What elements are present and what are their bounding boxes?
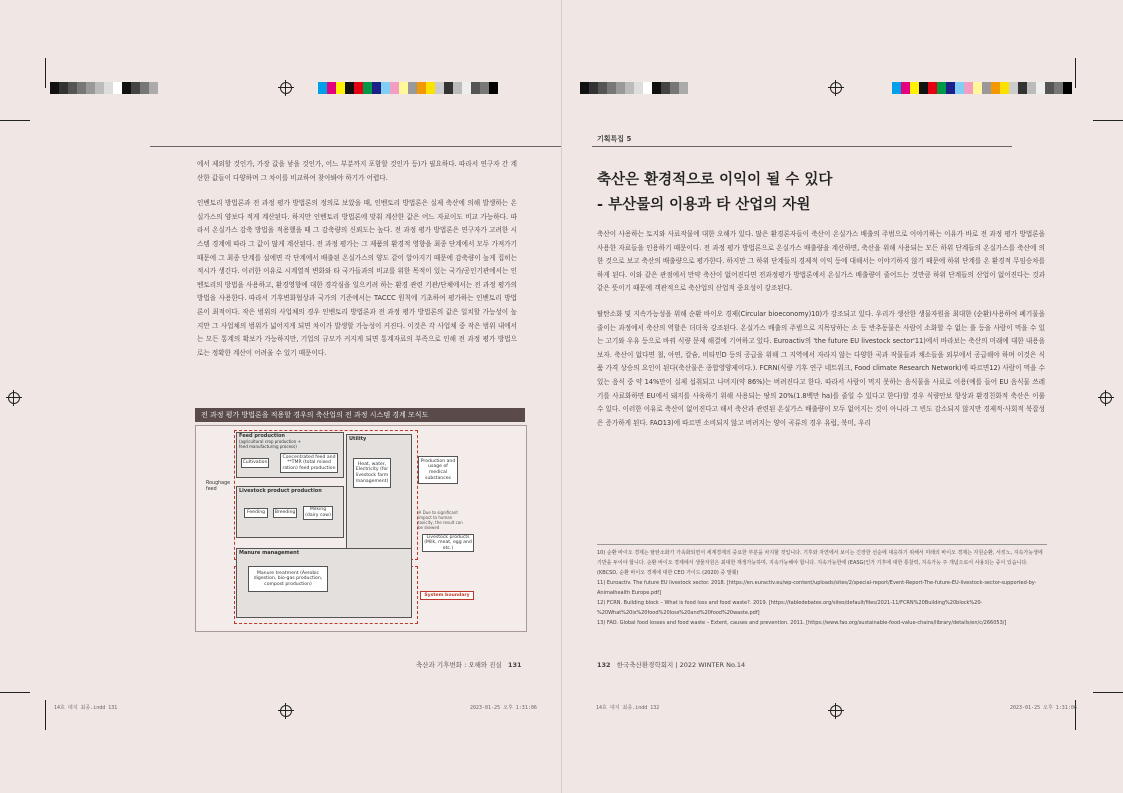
slug-file: 14호 대지 최종.indd 131 — [54, 705, 118, 711]
footnotes — [597, 548, 1047, 628]
section-label: 기획특집 5 — [597, 135, 632, 143]
footnote: 11) Euroactiv. The future EU livestock sector. 2018. [https://en.euractiv.eu/wp-content/uploads/sites/2/special-report/Event-Report-The-future-EU-livestock-sector-supported-by-Animalhealth Europe.pdf] — [597, 580, 1037, 596]
utility-label: Utility — [349, 436, 367, 442]
footnote: 10) 순환 바이오 경제는 탈탄소화가 가속화되면서 세계경제의 중요한 부분을 차지할 것입니다. 기후와 자연에서 보이는 긴장한 선순에 대응하기 위해서 미래의 바이오 경제는 자원순환, 서킷노, 지속가능생에 기반을 두어야 합니다. 순환 바이오 경제에서 생물자원은 최대한 재생가능하며, 지속가능해야 합니다. 지속가능한에 (EASG(인가 기후에 대한 통찰력, 지속가능 주 개념으로서 사용되는 중이 있습니다. — [597, 550, 1043, 566]
cultivation-box: Cultivation — [241, 458, 269, 468]
color-calibration-bar — [318, 82, 498, 94]
system-boundary-figure — [195, 425, 527, 632]
left-page — [0, 0, 561, 793]
body-paragraph: 축산이 사용하는 토지와 사료작물에 대한 오해가 있다. 많은 환경론자들이 축산이 온실가스 배출의 주범으로 이야기하는 이유가 바로 전 과정 평가 방법론을 사용한 자료들을 인용하기 때문이다. 전 과정 평가 방법론으로 온실가스 배출량을 계산하면, 축산을 위해 사용되는 모든 하위 단계들의 온실가스를 축산에 의한 것으로 보고 축산의 배출량으로 평가한다. 하지만 그 하위 단계들의 경제적 이익 등에 대해서는 이야기하지 않기 때문에 하위 단계를 온 환경적 무임승차를 하게 된다. 이와 같은 관점에서 만약 축산이 없어진다면 전과정평가 방법론에서 온실가스 배출량이 줄어드는 것만큼 하위 단계들의 산업이 없어진다는 것과 같은 뜻이기 때문에 객관적으로 축산업의 산업적 중요성이 강조된다. — [597, 230, 1045, 293]
production-usage-box: Production and usage of medical substances — [418, 456, 458, 484]
registration-mark-icon — [280, 82, 292, 94]
feed-production-sublabel: (agricultural crop production + feed manufacturing process) — [239, 439, 301, 449]
journal-name: 한국축산환경학회지 | 2022 WINTER No.14 — [616, 661, 746, 669]
system-boundary-legend: System boundary — [420, 591, 474, 600]
article-title — [597, 168, 832, 218]
crop-mark — [0, 692, 30, 693]
page-number: 131 — [508, 661, 522, 669]
utility-box — [346, 434, 412, 554]
milking-box: Milking (dairy cow) — [303, 506, 333, 520]
page-footer — [416, 660, 522, 669]
livestock-production-label: Livestock product production — [239, 488, 322, 494]
roughage-feed-label: Roughage feed — [206, 481, 231, 492]
due-note: ※ Due to significant impact to human toxicity, the result can be skewed — [418, 510, 463, 530]
color-calibration-bar — [892, 82, 1072, 94]
feed-production-label: Feed production — [239, 433, 285, 439]
footnote-rule — [597, 544, 1047, 545]
manure-treatment-box: Manure treatment (Aerobic digestion, bio-gas production, compost production) — [248, 566, 328, 592]
slug-file: 14호 대지 최종.indd 132 — [596, 705, 660, 711]
manure-management-label: Manure management — [239, 550, 300, 556]
crop-mark — [0, 120, 30, 121]
journal-section-title: 축산과 기후변화 : 오해와 진실 — [416, 661, 502, 669]
crop-mark — [1093, 692, 1123, 693]
crop-mark — [1093, 120, 1123, 121]
feeding-box: Feeding — [244, 508, 268, 518]
registration-mark-icon — [1100, 392, 1112, 404]
utility-content-box: Heat, water, Electricity (for livestock farm management) — [353, 458, 391, 488]
slug-date: 2023-01-25 오후 1:31:06 — [1010, 705, 1077, 711]
crop-mark — [45, 700, 46, 730]
left-body-text — [197, 158, 517, 372]
color-calibration-bar — [580, 82, 688, 94]
title-line: 축산은 환경적으로 이익이 될 수 있다 — [597, 172, 833, 188]
registration-mark-icon — [8, 392, 20, 404]
color-calibration-bar — [50, 82, 158, 94]
livestock-products-box: Livestock products (Milk, meat, egg and etc.) — [422, 534, 474, 552]
page-number: 132 — [597, 661, 611, 669]
crop-mark — [1075, 58, 1076, 88]
crop-mark — [45, 58, 46, 88]
footnote: 12) FCRN. Building block – What is food loss and food waste?. 2019. [https://tabledebates.org/sites/default/files/2021-11/FCRN%20Building%20block%20-%20What%20is%20food%20loss%20and%20food%20waste.pdf] — [597, 600, 983, 616]
registration-mark-icon — [830, 82, 842, 94]
figure-title: 전 과정 평가 방법론을 적용할 경우의 축산업의 전 과정 시스템 경계 모식도 — [195, 408, 525, 422]
header-rule — [592, 146, 1012, 147]
body-paragraph: 인벤토리 방법론과 전 과정 평가 방법론의 정의로 보았을 때, 인벤토리 방법론은 실제 축산에 의해 발생하는 온실가스의 양보다 적게 계산된다. 하지만 인벤토리 방법론에 맞춰 계산한 값은 어느 자료이도 비교 가능하다. 따라서 온실가스 감축 방법을 적용했을 때 그 감축량의 신뢰도는 높다. 전 과정 평가 방법론은 연구자가 고려한 시스템 경계에 따라 그 값이 많게 계산된다. 전 과정 평가는 그 제품의 환경적 영향을 최종 단계에서 모두 가져가기 때문에 그 최종 단계를 설에면 각 단계에서 배출된 온실가스의 양도 같이 알아지기 때문에 감축량이 높게 집히는 적시가 생긴다. 이러한 이유로 시계열적 변화와 타 국가들과의 비교를 위한 목적이 있는 국가/공인기관에서는 인벤토리의 방법을 사용하고, 환경영향에 대한 경각심을 일으키려 하는 환경 관련 기관/단체에서는 전 과정 평가의 방법을 사용한다. 따라서 기후변화협상과 국가의 기준에서는 TACCC 원칙에 기초하여 평가하는 인벤토리 방법론이 최적이다. 작은 범위의 사업체의 경우 인벤토리 방법론과 전 과정 평가 방법론의 값은 일치할 가능성이 높지만 그 사업체의 범위가 넓어지게 되면 차이가 발생할 가능성이 커진다. 이것은 각 사업체 중 작은 범위 내에서는 모든 통계의 확보가 가능하지만, 기업의 규모가 커지게 되면 통계자료의 부족으로 인해 전 과정 평가 방법으로는 정확한 계산이 어려울 수 있기 때문이다. — [197, 199, 517, 357]
footnote: 13) FAO. Global food losses and food waste – Extent, causes and prevention. 2011. [https://www.fao.org/sustainable-food-value-chains/library/details/en/c/266053/] — [597, 620, 1007, 626]
footnote: (KBCSD, 순환 바이오 경제에 대한 CEO 가이드 (2020) 중 발췌) — [597, 570, 739, 576]
registration-mark-icon — [280, 705, 292, 717]
page-footer — [597, 660, 745, 669]
registration-mark-icon — [830, 705, 842, 717]
header-rule — [150, 146, 561, 147]
breeding-box: Breeding — [273, 508, 297, 518]
right-body-text — [597, 228, 1045, 442]
slug-date: 2023-01-25 오후 1:31:06 — [470, 705, 537, 711]
title-line: - 부산물의 이용과 타 산업의 자원 — [597, 197, 811, 213]
concentrated-feed-box: Concentrated feed and **TMR (total mixed ration) feed production — [280, 453, 338, 473]
body-paragraph: 에서 제외할 것인가, 가장 값을 낳을 것인가, 어느 부분까지 포함할 것인가 등)가 필요하다. 따라서 연구자 간 계산한 값들이 다양하며 그 차이를 비교하여 찾아봐야 하기가 어렵다. — [197, 160, 517, 182]
body-paragraph: 탈탄소화 및 지속가능성을 위해 순환 바이오 경제(Circular bioeconomy)10)가 강조되고 있다. 우리가 생산한 생물자원을 최대한 (순환)사용하여 폐기물을 줄이는 과정에서 축산의 역할은 더더욱 강조된다. 온실가스 배출의 주범으로 지목당하는 소 등 반추동물은 사람이 소화할 수 없는 풀 등을 사람이 먹을 수 있는 고기와 우유 등으로 바꿔 식량 문제 해결에 기여하고 있다. Euroactiv의 'the future EU livestock sector'11)에서 바라보는 축산의 미래에 대한 내용을 보자. 축산이 없다면 철, 아연, 칼슘, 비타민D 등의 공급을 위해 그 지역에서 자라지 않는 다양한 곡과 작물들과 채소들을 외부에서 공급해야 하며 이것은 식품 가격 상승의 요인이 된다(축산물은 종합영양제이다.). FCRN(식량 기후 연구 네트워크, Food climate Research Network)에 따르면12) 사람이 먹을 수 있는 음식 중 약 14%만이 실제 섭취되고 나머지(약 86%)는 버려진다고 한다. 따라서 사람이 먹지 못하는 음식물을 사료로 이용(예를 들어 EU 음식물 쓰레기를 사료화하면 EU에서 돼지를 사육하기 위해 사용되는 땅의 20%(1.8백만 ha)를 줄일 수 있다고 한다)할 경우 식량안보 향상과 환경친화적 축산은 이룰 수 있다. 이러한 이유로 축산이 없어진다고 해서 축산과 관련된 온실가스 배출량이 모두 없어지는 것이 아니라 그 빈도 감소되지 않지만 경제적·사회적 북잡성은 증가하게 된다. FAO13)에 따르면 소비되지 않고 버려지는 양이 곡류의 경우 유럽, 북미, 우리 — [597, 309, 1045, 427]
